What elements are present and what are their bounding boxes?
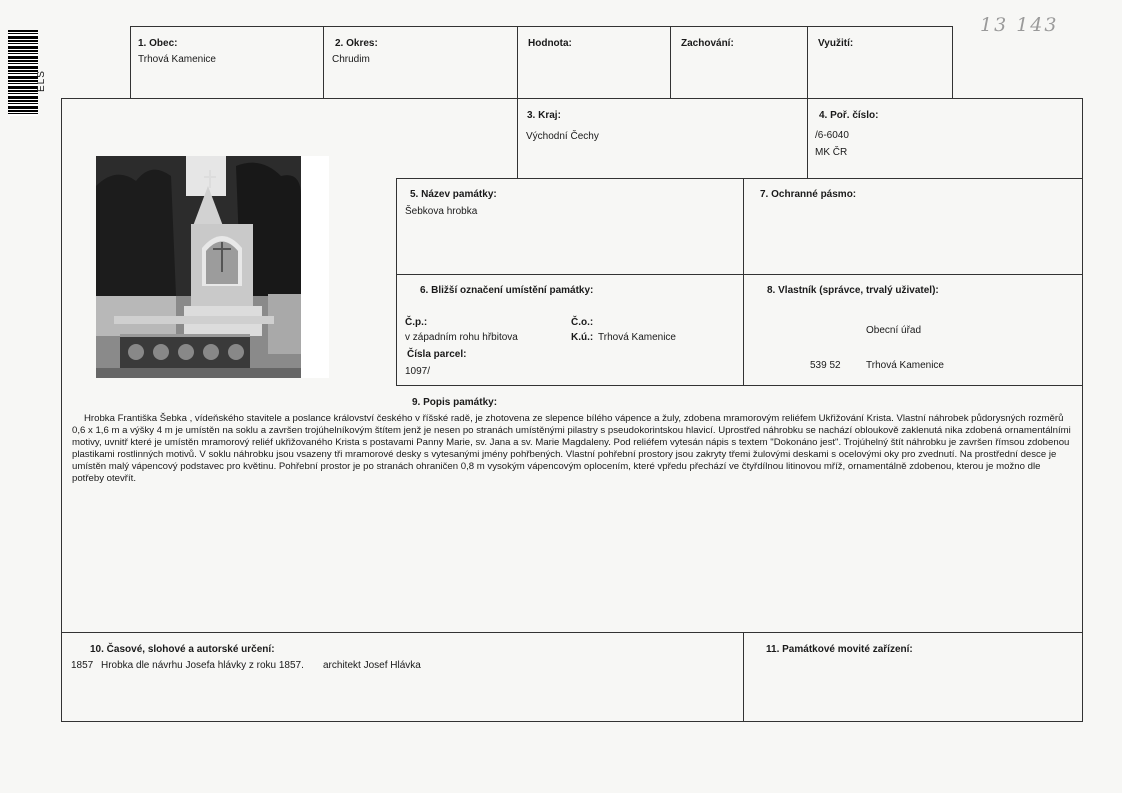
barcode	[8, 30, 38, 116]
grid-line	[396, 274, 1083, 275]
casove-urceni-author: architekt Josef Hlávka	[323, 660, 421, 671]
tomb-photo	[96, 156, 329, 378]
casove-urceni-label: 10. Časové, slohové a autorské určení:	[90, 644, 275, 655]
grid-line	[61, 632, 1083, 633]
okres-label: 2. Okres:	[335, 38, 378, 49]
grid-line	[61, 721, 1083, 722]
grid-line	[517, 98, 518, 178]
grid-line	[396, 178, 1083, 179]
kraj-label: 3. Kraj:	[527, 110, 561, 121]
vlastnik-mesto: Trhová Kamenice	[866, 360, 944, 371]
grid-line	[130, 26, 952, 27]
poradove-cislo-value-2: MK ČR	[815, 147, 848, 158]
co-label: Č.o.:	[571, 317, 594, 328]
grid-line	[61, 98, 62, 722]
nazev-value: Šebkova hrobka	[405, 206, 478, 217]
grid-line	[807, 98, 808, 178]
parcel-value: 1097/	[405, 366, 431, 377]
movite-zarizeni-label: 11. Památkové movité zařízení:	[766, 644, 913, 655]
grid-line	[1082, 98, 1083, 722]
obec-value: Trhová Kamenice	[138, 54, 216, 65]
popis-text: Hrobka Františka Šebka , vídeňského stavitele a poslance království českého v říšské radě, je zhotovena ze slepence bílého vápence a žuly, zdobena mramorovým reliéfem Ukřižování Krista. Vlastní náhrobek půdorysných rozměrů 0,6 x 1,6 m a výšky 4 m je umístěn na soklu a završen trojúhelníkovým štítem jenž je nesen po stranách umístěnými pilastry s pseudokorintskou hlavicí. Uprostřed náhrobku se nachází obloukově zaklenutá nika zdobená ornamentálními motivy, uvnitř které je umístěn mramorový reliéf ukřižovaného Krista s postavami Panny Marie, sv. Jana a sv. Marie Magdaleny. Pod reliéfem vytesán nápis s textem "Dokonáno jest". Trojúhelný štít náhrobku je završen římsou zdobenou plastikami rostlinných motivů. V soklu náhrobku jsou vsazeny tři mramorové desky s vytesanými jmény pohřbených. Vlastní pohřební prostory jsou zakryty třemi žulovými deskami s ocelovými oky pro zvednutí. Na prostřední desce je umístěn malý vápencový podstavec pro květinu. Pohřební prostor je po stranách ohraničen 0,8 m vysokým vápencovým oplocením, které vpředu přechází ve čtyřdílnou litinovou mříž, ornamentálně zdobenou, kterou je možno dle potřeby otevřít.	[72, 413, 1071, 485]
grid-line	[61, 98, 1083, 99]
cp-value: v západním rohu hřbitova	[405, 332, 518, 343]
parcel-label: Čísla parcel:	[407, 349, 467, 360]
vlastnik-value: Obecní úřad	[866, 325, 922, 336]
grid-line	[807, 26, 808, 98]
popis-label: 9. Popis památky:	[412, 397, 498, 408]
cp-label: Č.p.:	[405, 317, 428, 328]
casove-urceni-year: 1857	[71, 660, 94, 671]
poradove-cislo-value: /6-6040	[815, 130, 849, 141]
grid-line	[396, 385, 1083, 386]
vlastnik-label: 8. Vlastník (správce, trvalý uživatel):	[767, 285, 939, 296]
grid-line	[130, 26, 131, 98]
vlastnik-psc: 539 52	[810, 360, 841, 371]
zachovani-label: Zachování:	[681, 38, 734, 49]
kraj-value: Východní Čechy	[526, 131, 599, 142]
barcode-label: ELS	[36, 70, 47, 92]
casove-urceni-text: Hrobka dle návrhu Josefa hlávky z roku 1857.	[101, 660, 304, 671]
handwritten-catalog-number: 13 143	[980, 14, 1059, 36]
umisteni-label: 6. Bližší označení umístění památky:	[420, 285, 594, 296]
poradove-cislo-label: 4. Poř. číslo:	[819, 110, 879, 121]
hodnota-label: Hodnota:	[528, 38, 572, 49]
ochranne-pasmo-label: 7. Ochranné pásmo:	[760, 189, 857, 200]
obec-label: 1. Obec:	[138, 38, 178, 49]
ku-value: Trhová Kamenice	[598, 332, 676, 343]
grid-line	[670, 26, 671, 98]
grid-line	[323, 26, 324, 98]
grid-line	[952, 26, 953, 98]
grid-line	[396, 178, 397, 386]
nazev-label: 5. Název památky:	[410, 189, 497, 200]
vyuziti-label: Využití:	[818, 38, 854, 49]
ku-label: K.ú.:	[571, 332, 594, 343]
grid-line	[743, 632, 744, 722]
tomb-photo-image	[96, 156, 329, 378]
grid-line	[517, 26, 518, 98]
grid-line	[743, 178, 744, 386]
okres-value: Chrudim	[332, 54, 370, 65]
